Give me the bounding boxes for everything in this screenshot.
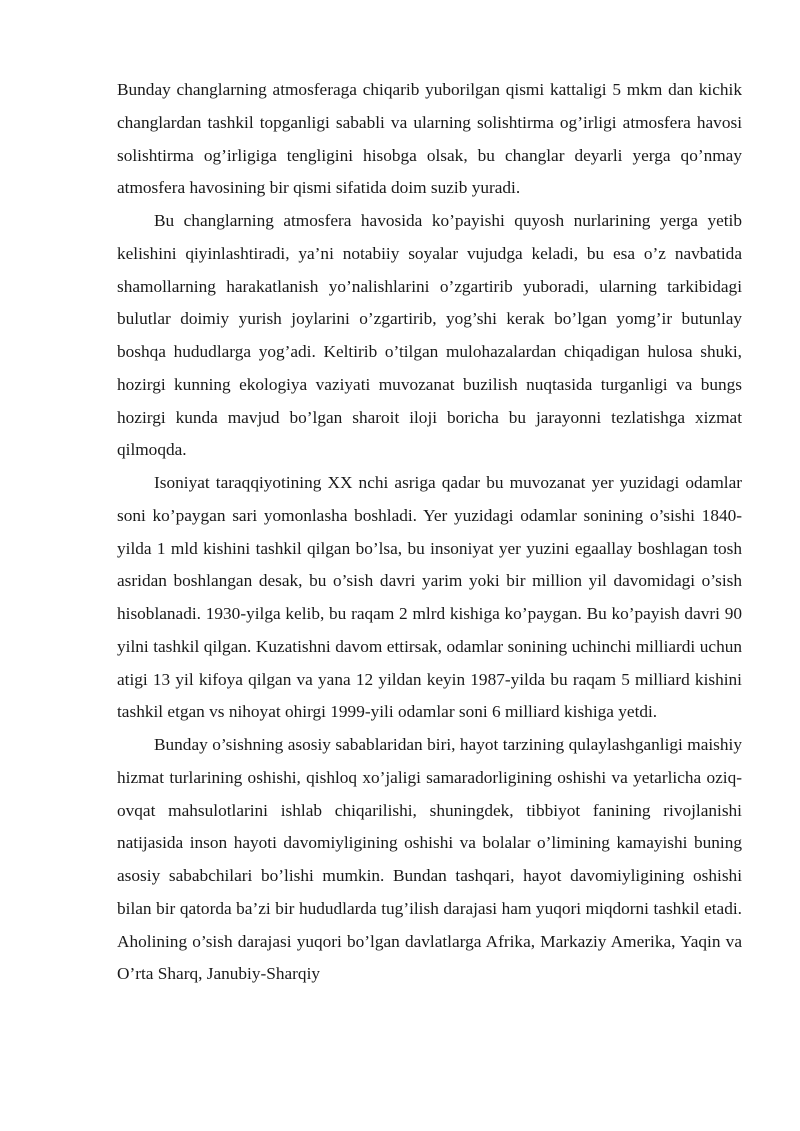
paragraph-2: Bu changlarning atmosfera havosida ko’payishi quyosh nurlarining yerga yetib kelishini qiyinlashtiradi, ya’ni notabiiy soyalar vujudga keladi, bu esa o’z navbatida shamollarning harakatlanish yo’nalishlarini o’zgartirib yuboradi, ularning tarkibidagi bulutlar doimiy yurish joylarini o’zgartirib, yog’shi kerak bo’lgan yomg’ir butunlay boshqa hududlarga yog’adi. Keltirib o’tilgan mulohazalardan chiqadigan hulosa shuki, hozirgi kunning ekologiya vaziyati muvozanat buzilish nuqtasida turganligi va bungs hozirgi kunda mavjud bo’lgan sharoit iloji boricha bu jarayonni tezlatishga xizmat qilmoqda. (117, 211, 742, 460)
paragraph-3: Isoniyat taraqqiyotining XX nchi asriga qadar bu muvozanat yer yuzidagi odamlar soni ko’paygan sari yomonlasha boshladi. Yer yuzidagi odamlar sonining o’sishi 1840-yilda 1 mld kishini tashkil qilgan bo’lsa, bu insoniyat yer yuzini egaallay boshlagan tosh asridan boshlangan desak, bu o’sish davri yarim yoki bir million yil davomidagi o’sish hisoblanadi. 1930-yilga kelib, bu raqam 2 mlrd kishiga ko’paygan. Bu ko’payish davri 90 yilni tashkil qilgan. Kuzatishni davom ettirsak, odamlar sonining uchinchi milliardi uchun atigi 13 yil kifoya qilgan va yana 12 yildan keyin 1987-yilda bu raqam 5 milliard kishini tashkil etgan vs nihoyat ohirgi 1999-yili odamlar soni 6 milliard kishiga yetdi. (117, 473, 742, 722)
paragraph-1: Bunday changlarning atmosferaga chiqarib yuborilgan qismi kattaligi 5 mkm dan kichik changlardan tashkil topganligi sababli va ularning solishtirma og’irligi atmosfera havosi solishtirma og’irligiga tengligini hisobga olsak, bu changlar deyarli yerga qo’nmay atmosfera havosining bir qismi sifatida doim suzib yuradi. (117, 80, 742, 198)
document-body (117, 74, 742, 991)
paragraph-4: Bunday o’sishning asosiy sabablaridan biri, hayot tarzining qulaylashganligi maishiy hizmat turlarining oshishi, qishloq xo’jaligi samaradorligining oshishi va yetarlicha oziq-ovqat mahsulotlarini ishlab chiqarilishi, shuningdek, tibbiyot fanining rivojlanishi natijasida inson hayoti davomiyligining oshishi va bolalar o’limining kamayishi buning asosiy sababchilari bo’lishi mumkin. Bundan tashqari, hayot davomiyligining oshishi bilan bir qatorda ba’zi bir hududlarda tug’ilish darajasi ham yuqori miqdorni tashkil etadi. Aholining o’sish darajasi yuqori bo’lgan davlatlarga Afrika, Markaziy Amerika, Yaqin va O’rta Sharq, Janubiy-Sharqiy (117, 735, 742, 984)
